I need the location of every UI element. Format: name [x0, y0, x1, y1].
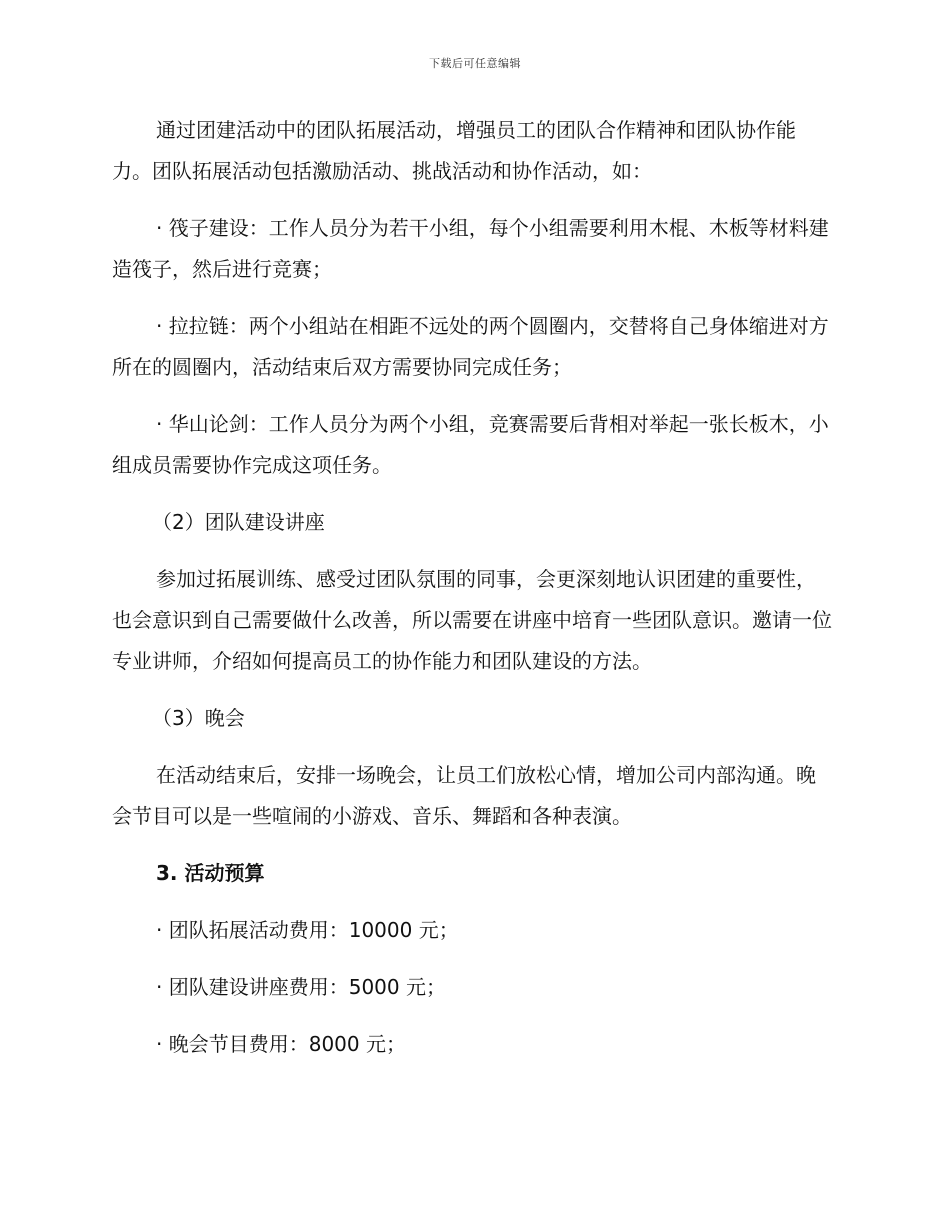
budget-item-expansion: · 团队拓展活动费用：10000 元；: [156, 918, 459, 942]
budget-item-lecture: · 团队建设讲座费用：5000 元；: [156, 975, 446, 999]
document-body: [112, 110, 832, 1081]
intro-paragraph: 通过团建活动中的团队拓展活动，增强员工的团队合作精神和团队协作能力。团队拓展活动包括激励活动、挑战活动和协作活动，如：: [112, 118, 796, 183]
section-team-lecture-text: 参加过拓展训练、感受过团队氛围的同事，会更深刻地认识团建的重要性，也会意识到自己需要做什么改善，所以需要在讲座中培育一些团队意识。邀请一位专业讲师，介绍如何提高员工的协作能力和团队建设的方法。: [112, 567, 832, 673]
budget-heading: 3. 活动预算: [156, 861, 265, 885]
bullet-raft-building: · 筏子建设：工作人员分为若干小组，每个小组需要利用木棍、木板等材料建造筏子，然后进行竞赛；: [112, 216, 829, 281]
bullet-huashan-sword: · 华山论剑：工作人员分为两个小组，竞赛需要后背相对举起一张长板木，小组成员需要协作完成这项任务。: [112, 412, 829, 477]
budget-item-party: · 晚会节目费用：8000 元；: [156, 1032, 406, 1056]
section-team-lecture-title: （2）团队建设讲座: [152, 510, 325, 534]
page-header: 下载后可任意编辑: [429, 57, 521, 70]
section-evening-party-title: （3）晚会: [152, 706, 245, 730]
bullet-zipper-game: · 拉拉链：两个小组站在相距不远处的两个圆圈内，交替将自己身体缩进对方所在的圆圈内，活动结束后双方需要协同完成任务；: [112, 314, 829, 379]
section-evening-party-text: 在活动结束后，安排一场晚会，让员工们放松心情，增加公司内部沟通。晚会节目可以是一些喧闹的小游戏、音乐、舞蹈和各种表演。: [112, 763, 816, 828]
